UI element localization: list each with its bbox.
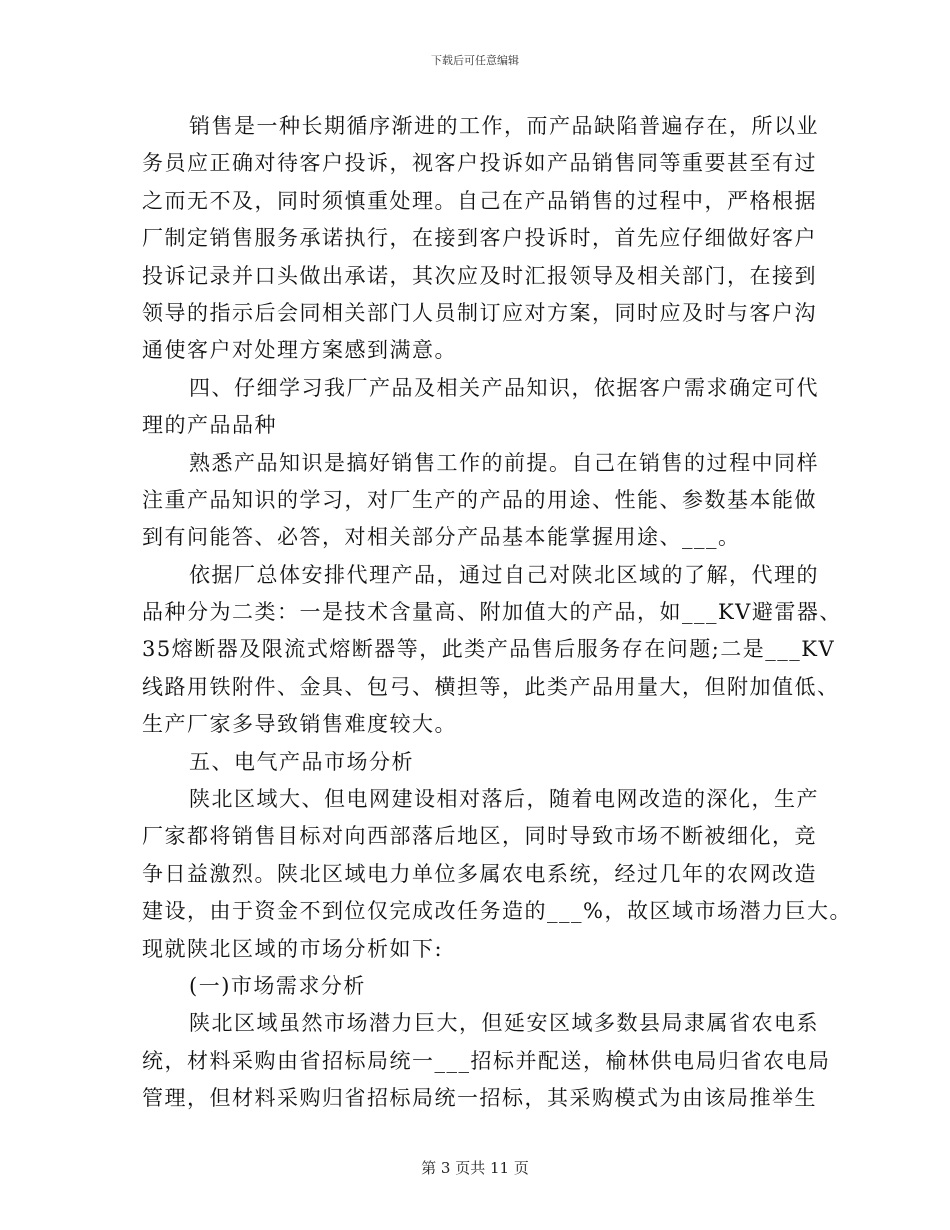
body-line: 依据厂总体安排代理产品，通过自己对陕北区域的了解，代理的 (189, 562, 819, 587)
body-line: 统，材料采购由省招标局统一___招标并配送，榆林供电局归省农电局 (142, 1048, 831, 1073)
body-line: 生产厂家多导致销售难度较大。 (142, 712, 457, 737)
body-line: 建设，由于资金不到位仅完成改任务造的___%，故区域市场潜力巨大。 (142, 899, 852, 924)
body-line: 管理，但材料采购归省招标局统一招标，其采购模式为由该局推举生 (142, 1086, 817, 1111)
page-header: 下载后可任意编辑 (431, 54, 519, 67)
body-line: 厂家都将销售目标对向西部落后地区，同时导致市场不断被细化，竞 (142, 824, 817, 849)
body-line: 熟悉产品知识是搞好销售工作的前提。自己在销售的过程中同样 (189, 450, 819, 475)
subsection-heading-1: (一)市场需求分析 (189, 973, 366, 998)
body-line: 之而无不及，同时须慎重处理。自己在产品销售的过程中，严格根据 (142, 188, 817, 213)
body-line: 陕北区域大、但电网建设相对落后，随着电网改造的深化，生产 (189, 787, 819, 812)
body-line: 线路用铁附件、金具、包弓、横担等，此类产品用量大，但附加值低、 (142, 674, 840, 699)
body-line: 销售是一种长期循序渐进的工作，而产品缺陷普遍存在，所以业 (189, 114, 819, 138)
section-heading-5: 五、电气产品市场分析 (189, 749, 414, 774)
body-line: 到有问能答、必答，对相关部分产品基本能掌握用途、___。 (142, 525, 741, 550)
body-line: 注重产品知识的学习，对厂生产的产品的用途、性能、参数基本能做 (142, 487, 817, 512)
section-heading-4: 四、仔细学习我厂产品及相关产品知识，依据客户需求确定可代 (189, 375, 819, 400)
body-line: 通使客户对处理方案感到满意。 (142, 338, 457, 363)
section-heading-4-cont: 理的产品品种 (142, 413, 277, 438)
body-line: 投诉记录并口头做出承诺，其次应及时汇报领导及相关部门，在接到 (142, 263, 817, 288)
body-line: 现就陕北区域的市场分析如下: (142, 936, 444, 961)
page-footer: 第 3 页共 11 页 (421, 1159, 529, 1177)
body-line: 厂制定销售服务承诺执行，在接到客户投诉时，首先应仔细做好客户 (142, 226, 817, 251)
body-line: 务员应正确对待客户投诉，视客户投诉如产品销售同等重要甚至有过 (142, 151, 817, 176)
body-line: 领导的指示后会同相关部门人员制订应对方案，同时应及时与客户沟 (142, 300, 817, 325)
body-line: 35熔断器及限流式熔断器等，此类产品售后服务存在问题;二是___KV (142, 637, 836, 662)
body-line: 争日益激烈。陕北区域电力单位多属农电系统，经过几年的农网改造 (142, 861, 817, 886)
document-body (142, 108, 852, 1118)
body-line: 品种分为二类：一是技术含量高、附加值大的产品，如___KV避雷器、 (142, 600, 842, 625)
body-line: 陕北区域虽然市场潜力巨大，但延安区域多数县局隶属省农电系 (189, 1011, 819, 1036)
